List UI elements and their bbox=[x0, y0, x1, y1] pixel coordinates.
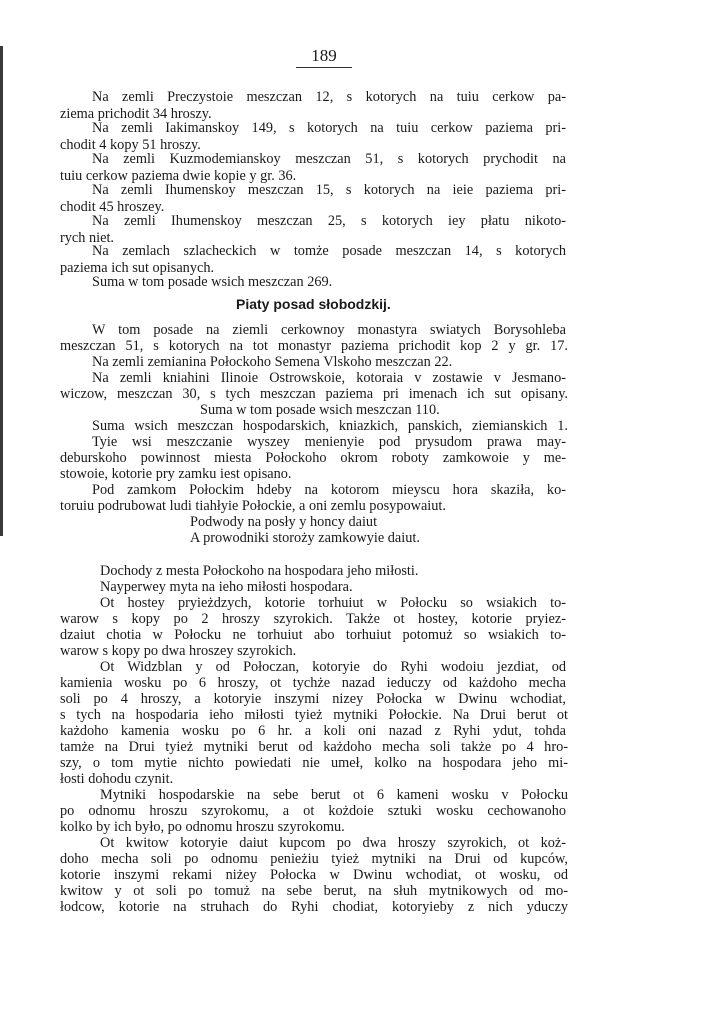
text-line: tuiu cerkow paziema dwie kopie y gr. 36. bbox=[60, 168, 297, 184]
text-line: meszczan 51, s kotorych na tot monastyr paziema prichodit kop 2 y gr. 17. bbox=[60, 338, 568, 354]
text-line: dzaiut chotia w Połocku ne torhuiut abo torhuiut potomuż so wsiakich to- bbox=[60, 627, 566, 643]
text-line: Mytniki hospodarskie na sebe berut ot 6 kameni wosku v Połocku bbox=[100, 787, 568, 803]
text-line: ziema prichodit 34 hroszy. bbox=[60, 106, 212, 122]
text-line: soli po 4 hroszy, a kotoryie inszymi nizey Połocka w Dwinu wchodiat, bbox=[60, 691, 566, 707]
text-line: Ot kwitow kotoryie daiut kupcom po dwa hroszy szyrokich, ot koż- bbox=[100, 835, 566, 851]
text-line: Na zemli kniahini Ilinoie Ostrowskoie, kotoraia v zostawie v Jesmano- bbox=[92, 370, 566, 386]
text-line: kamienia wosku po 6 hroszy, ot tychże nazad ieduczy od każdoho mecha bbox=[60, 675, 566, 691]
text-line: s tych na hospodaria ieho miłosti tyież mytniki Połockie. Na Drui berut ot bbox=[60, 707, 568, 723]
text-line: paziema ich sut opisanych. bbox=[60, 260, 215, 276]
text-line: po odnomu hroszu szyrokomu, a ot kożdoie sztuki wosku cechowanoho bbox=[60, 803, 566, 819]
text-line: chodit 45 hroszey. bbox=[60, 199, 165, 215]
text-line: Na zemli Kuzmodemianskoy meszczan 51, s kotorych prychodit na bbox=[92, 151, 566, 167]
text-line: Na zemli Iakimanskoy 149, s kotorych na tuiu cerkow paziema pri- bbox=[92, 120, 566, 136]
text-line: Podwody na posły y honcy daiut bbox=[190, 514, 378, 530]
text-line: warow s kopy po dwa hroszey szyrokich. bbox=[60, 643, 297, 659]
text-line: doho mecha soli po odnomu penieżiu tyież mytniki na Drui od kupców, bbox=[60, 851, 568, 867]
page-number: 189 bbox=[311, 46, 337, 65]
text-line: chodit 4 kopy 51 hroszy. bbox=[60, 137, 201, 153]
text-line: Na zemli zemianina Połockoho Semena Vlskoho meszczan 22. bbox=[92, 354, 453, 370]
text-line: kolko by ich było, po odnomu hroszu szyrokomu. bbox=[60, 819, 345, 835]
text-line: Nayperwey myta na ieho miłosti hospodara. bbox=[100, 579, 353, 595]
text-line: łosti dohodu czynit. bbox=[60, 771, 174, 787]
text-line: W tom posade na ziemli cerkownoy monastyra swiatych Borysohleba bbox=[92, 322, 566, 338]
text-line: Suma wsich meszczan hospodarskich, kniazkich, panskich, ziemianskich 1. bbox=[92, 418, 568, 434]
page-number-rule bbox=[296, 67, 352, 68]
text-line: Ot hostey pryieżdzych, kotorie torhuiut w Połocku so wsiakich to- bbox=[100, 595, 566, 611]
text-line: Tyie wsi meszczanie wyszey menienyie pod prysudom prawa may- bbox=[92, 434, 566, 450]
text-line: Na zemlach szlacheckich w tomże posade meszczan 14, s kotorych bbox=[92, 243, 566, 259]
page-edge-line bbox=[0, 46, 3, 536]
text-line: rych niet. bbox=[60, 230, 114, 246]
section-heading: Piaty posad słobodzkij. bbox=[236, 296, 391, 312]
text-line: Pod zamkom Połockim hdeby na kotorom mieyscu hora skaziła, ko- bbox=[92, 482, 566, 498]
text-line: łodcow, kotorie na struhach do Ryhi chodiat, kotoryieby z nich yduczy bbox=[60, 899, 568, 915]
text-line: Na zemli Preczystoie meszczan 12, s kotorych na tuiu cerkow pa- bbox=[92, 89, 566, 105]
text-line: kotorie inszymi rekami niżey Połocka w Dwinu wchodiat, ot wosku, od bbox=[60, 867, 568, 883]
text-line: Suma w tom posade wsich meszczan 110. bbox=[200, 402, 440, 418]
text-line: kwitow y ot soli po tomuż na sebe berut, na słuh mytnikowych od mo- bbox=[60, 883, 568, 899]
text-line: Dochody z mesta Połockoho na hospodara jeho miłosti. bbox=[100, 563, 419, 579]
text-line: szy, o tom mytie nichto powiedati nie umeł, kolko na hospodara jeho mi- bbox=[60, 755, 568, 771]
text-line: toruiu podrubowat ludi tiahłyie Połockie, a oni zemlu posypowaiut. bbox=[60, 498, 446, 514]
text-line: każdoho kamenia wosku po 6 hr. a koli oni nazad z Ryhi ydut, tohda bbox=[60, 723, 566, 739]
text-line: stowoie, kotorie pry zamku iest opisano. bbox=[60, 466, 292, 482]
text-line: Suma w tom posade wsich meszczan 269. bbox=[92, 274, 333, 290]
text-line: Na zemli Ihumenskoy meszczan 15, s kotorych na ieie paziema pri- bbox=[92, 182, 566, 198]
text-line: wiczow, meszczan 30, s tych meszczan paziema pri imenach ich sut opisany. bbox=[60, 386, 568, 402]
text-line: warow s kopy po 2 hroszy szyrokich. Także ot hostey, kotorie pryiez- bbox=[60, 611, 566, 627]
text-line: Na zemli Ihumenskoy meszczan 25, s kotorych iey płatu nikoto- bbox=[92, 213, 566, 229]
text-line: A prowodniki storoży zamkowyie daiut. bbox=[190, 530, 420, 546]
text-line: Ot Widzblan y od Połoczan, kotoryie do Ryhi wodoiu jezdiat, od bbox=[100, 659, 566, 675]
text-line: tamże na Drui tyież mytniki berut od każdoho mecha soli także po 4 hro- bbox=[60, 739, 568, 755]
text-line: deburskoho powinnost miesta Połockoho okrom roboty zamkowoie y me- bbox=[60, 450, 566, 466]
